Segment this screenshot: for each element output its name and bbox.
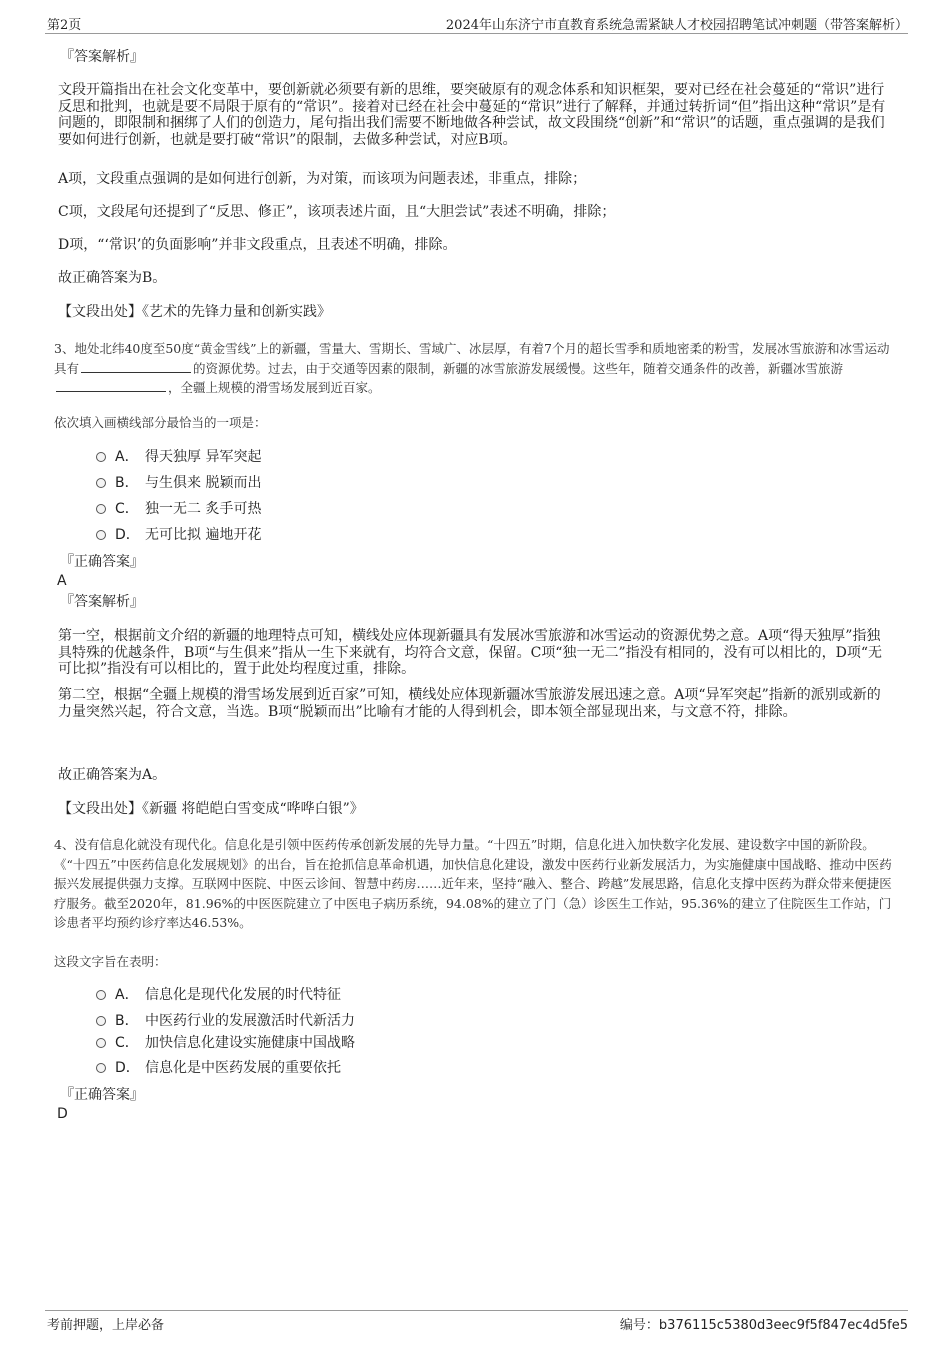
footer-slogan: 考前押题，上岸必备 xyxy=(47,1318,165,1333)
q3-stem xyxy=(54,339,896,398)
q4-option-b-text: 中医药行业的发展激活时代新活力 xyxy=(145,1013,355,1029)
document-code: 编号：b376115c5380d3eec9f5f847ec4d5fe5 xyxy=(619,1318,908,1333)
q3-option-d[interactable] xyxy=(96,526,261,544)
radio-icon[interactable] xyxy=(96,452,106,462)
q4-option-c[interactable] xyxy=(96,1034,355,1052)
q3-stem-part3: ，全疆上规模的滑雪场发展到近百家。 xyxy=(168,380,381,395)
radio-icon[interactable] xyxy=(96,504,106,514)
q4-option-c-letter: C． xyxy=(115,1035,139,1051)
q4-option-b-letter: B． xyxy=(115,1013,139,1029)
q3-prompt: 依次填入画横线部分最恰当的一项是： xyxy=(54,415,267,430)
q3-answer: A xyxy=(57,573,67,589)
q3-source: 【文段出处】《新疆 将皑皑白雪变成“哗哗白银”》 xyxy=(58,801,364,817)
q4-option-a[interactable] xyxy=(96,986,341,1004)
q3-option-a-text: 得天独厚 异军突起 xyxy=(145,449,262,465)
radio-icon[interactable] xyxy=(96,1063,106,1073)
q3-option-d-text: 无可比拟 遍地开花 xyxy=(145,527,262,543)
q3-option-c-text: 独一无二 炙手可热 xyxy=(145,501,262,517)
q3-analysis-label: 『答案解析』 xyxy=(60,594,144,610)
q2-analysis-option-d: D项，“‘常识’的负面影响”并非文段重点，且表述不明确，排除。 xyxy=(58,237,457,253)
q4-option-c-text: 加快信息化建设实施健康中国战略 xyxy=(145,1035,355,1051)
q3-answer-label: 『正确答案』 xyxy=(60,554,144,570)
q3-option-b-letter: B． xyxy=(115,475,139,491)
document-title: 2024年山东济宁市直教育系统急需紧缺人才校园招聘笔试冲刺题（带答案解析） xyxy=(445,18,908,33)
q3-option-a[interactable] xyxy=(96,448,261,466)
radio-icon[interactable] xyxy=(96,530,106,540)
q3-blank-1 xyxy=(81,360,191,373)
q2-analysis-option-c: C项，文段尾句还提到了“反思、修正”，该项表述片面，且“大胆尝试”表述不明确，排除； xyxy=(58,204,616,220)
radio-icon[interactable] xyxy=(96,478,106,488)
q4-option-b[interactable] xyxy=(96,1012,355,1030)
q3-analysis-blank-2: 第二空，根据“全疆上规模的滑雪场发展到近百家”可知，横线处应体现新疆冰雪旅游发展迅速之意。A项“异军突起”指新的派别或新的力量突然兴起，符合文意，当选。B项“脱颖而出”比喻有才能的人得到机会，即本领全部显现出来，与文意不符，排除。 xyxy=(58,687,881,720)
q2-analysis-label: 『答案解析』 xyxy=(60,49,144,65)
q3-stem-part2: 的资源优势。过去，由于交通等因素的限制，新疆的冰雪旅游发展缓慢。这些年，随着交通条件的改善，新疆冰雪旅游 xyxy=(193,360,844,376)
q3-stem-part1: 3、地处北纬40度至50度“黄金雪线”上的新疆，雪量大、雪期长、雪域广、冰层厚，有着7个月的超长雪季和质地密柔的粉雪，发展冰雪旅游和冰雪运动具有 xyxy=(54,341,890,376)
q4-option-d-text: 信息化是中医药发展的重要依托 xyxy=(145,1060,341,1076)
q4-option-a-text: 信息化是现代化发展的时代特征 xyxy=(145,987,341,1003)
q4-prompt: 这段文字旨在表明： xyxy=(54,954,167,969)
q4-stem: 4、没有信息化就没有现代化。信息化是引领中医药传承创新发展的先导力量。“十四五”时期，信息化进入加快数字化发展、建设数字中国的新阶段。《“十四五”中医药信息化发展规划》的出台，旨在抢抓信息革命机遇，加快信息化建设，激发中医药行业新发展活力，为实施健康中国战略、推动中医药振兴发展提供强力支撑。互联网中医院、中医云诊间、智慧中药房……近年来，坚持“融入、整合、跨越”发展思路，信息化支撑中医药为群众带来便捷医疗服务。截至2020年，81.96%的中医医院建立了中医电子病历系统，94.08%的建立了门（急）诊医生工作站，95.36%的建立了住院医生工作站，门诊患者平均预约诊疗率达46.53%。 xyxy=(54,837,892,930)
q3-conclusion: 故正确答案为A。 xyxy=(58,767,167,783)
radio-icon[interactable] xyxy=(96,1016,106,1026)
q4-option-d[interactable] xyxy=(96,1059,341,1077)
radio-icon[interactable] xyxy=(96,990,106,1000)
q2-analysis-option-a: A项，文段重点强调的是如何进行创新，为对策，而该项为问题表述，非重点，排除； xyxy=(58,171,587,187)
q4-option-a-letter: A． xyxy=(115,987,139,1003)
q3-option-b[interactable] xyxy=(96,474,261,492)
q3-option-d-letter: D． xyxy=(115,527,140,543)
q4-answer-label: 『正确答案』 xyxy=(60,1087,144,1103)
q4-answer: D xyxy=(57,1106,68,1122)
radio-icon[interactable] xyxy=(96,1038,106,1048)
page-number: 第2页 xyxy=(47,18,82,33)
q3-blank-2 xyxy=(56,379,166,392)
q2-analysis-paragraph: 文段开篇指出在社会文化变革中，要创新就必须要有新的思维，要突破原有的观念体系和知识框架，要对已经在社会蔓延的“常识”进行反思和批判，也就是要不局限于原有的“常识”。接着对已经在社会中蔓延的“常识”进行了解释，并通过转折词“但”指出这种“常识”是有问题的，即限制和捆绑了人们的创造力，尾句指出我们需要不断地做各种尝试，故文段围绕“创新”和“常识”的话题，重点强调的是我们要如何进行创新，也就是要打破“常识”的限制，去做多种尝试，对应B项。 xyxy=(58,82,886,148)
q2-source: 【文段出处】《艺术的先锋力量和创新实践》 xyxy=(58,304,331,320)
q3-option-c-letter: C． xyxy=(115,501,139,517)
q4-option-d-letter: D． xyxy=(115,1060,140,1076)
q3-option-c[interactable] xyxy=(96,500,261,518)
q3-option-b-text: 与生俱来 脱颖而出 xyxy=(145,475,262,491)
q3-analysis-blank-1: 第一空，根据前文介绍的新疆的地理特点可知，横线处应体现新疆具有发展冰雪旅游和冰雪运动的资源优势之意。A项“得天独厚”指独具特殊的优越条件，B项“与生俱来”指从一生下来就有，均符合文意，保留。C项“独一无二”指没有相同的，没有可以相比的，D项“无可比拟”指没有可以相比的，置于此处均程度过重，排除。 xyxy=(58,628,883,677)
q2-conclusion: 故正确答案为B。 xyxy=(58,270,167,286)
footer-divider xyxy=(45,1310,908,1311)
header-divider xyxy=(45,33,908,34)
q3-option-a-letter: A． xyxy=(115,449,139,465)
